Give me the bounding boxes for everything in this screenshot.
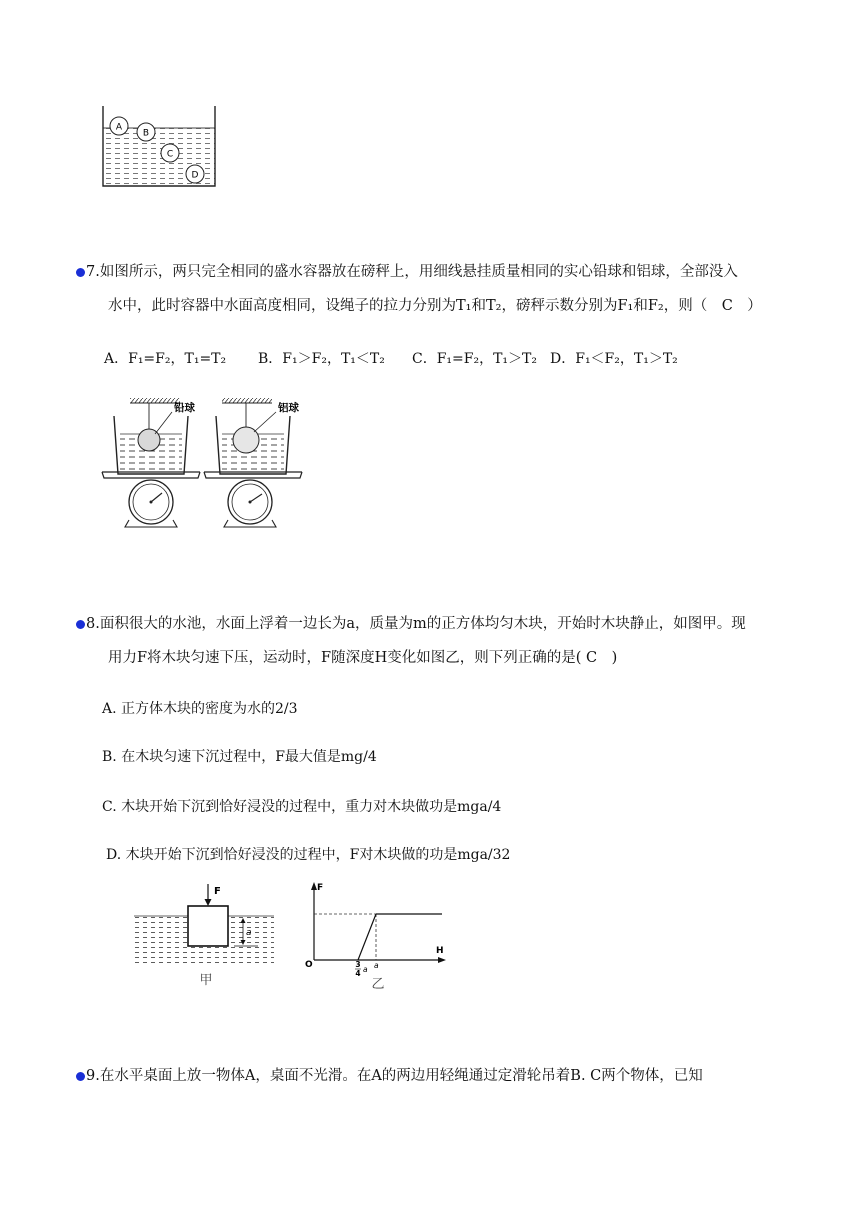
- question-7-line-1: 7.如图所示，两只完全相同的盛水容器放在磅秤上，用细线悬挂质量相同的实心铅球和铝球，全部没入: [86, 264, 738, 280]
- question-7-option-b: B．F₁＞F₂，T₁＜T₂: [258, 351, 385, 367]
- question-7-number: 7.: [86, 264, 100, 280]
- question-8-option-b: B. 在木块匀速下沉过程中，F最大值是mg/4: [102, 749, 377, 765]
- svg-text:A: A: [115, 122, 123, 133]
- svg-text:O: O: [305, 960, 313, 970]
- question-7-option-d: D．F₁＜F₂，T₁＞T₂: [550, 351, 678, 367]
- svg-text:D: D: [191, 170, 199, 181]
- question-8-option-a: A. 正方体木块的密度为水的2/3: [102, 701, 298, 717]
- svg-text:F: F: [214, 886, 221, 897]
- ball-b: [137, 123, 155, 141]
- ball-c: [161, 144, 179, 162]
- figure-containers-on-scales: [98, 394, 324, 530]
- svg-text:4: 4: [355, 969, 361, 978]
- svg-text:a: a: [374, 961, 379, 970]
- svg-text:B: B: [142, 128, 150, 139]
- svg-text:a: a: [363, 965, 368, 974]
- question-9-number: 9.: [86, 1068, 100, 1084]
- ball-a: [110, 117, 128, 135]
- svg-text:C: C: [166, 149, 174, 160]
- question-9-line-1: 9.在水平桌面上放一物体A，桌面不光滑。在A的两边用轻绳通过定滑轮吊着B. C两个物体，已知: [86, 1068, 703, 1084]
- question-8-bullet: [76, 620, 85, 629]
- right-scale-assembly: [204, 398, 302, 527]
- question-7-line-2: 水中，此时容器中水面高度相同，设绳子的拉力分别为T₁和T₂，磅秤示数分别为F₁和F₂，则（ C ）: [108, 298, 762, 314]
- question-8-line-1: 8.面积很大的水池，水面上浮着一边长为a，质量为m的正方体均匀木块，开始时木块静止，如图甲。现: [86, 616, 746, 632]
- question-7-option-c: C．F₁=F₂，T₁＞T₂: [412, 351, 537, 367]
- question-8-option-c: C. 木块开始下沉到恰好浸没的过程中，重力对木块做功是mga/4: [102, 799, 502, 815]
- svg-text:F: F: [317, 883, 324, 893]
- question-7-bullet: [76, 268, 85, 277]
- ball-d: [186, 165, 204, 183]
- question-9-bullet: [76, 1072, 85, 1081]
- svg-text:乙: 乙: [371, 977, 385, 990]
- question-8-number: 8.: [86, 616, 100, 632]
- question-8-line-2: 用力F将木块匀速下压，运动时，F随深度H变化如图乙，则下列正确的是( C ): [108, 650, 618, 666]
- svg-text:甲: 甲: [199, 973, 213, 988]
- question-7-option-a: A．F₁=F₂，T₁=T₂: [104, 351, 227, 367]
- svg-text:H: H: [436, 946, 444, 956]
- question-8-option-d: D. 木块开始下沉到恰好浸没的过程中，F对木块做的功是mga/32: [106, 847, 511, 863]
- figure-balls-in-liquid: [96, 106, 226, 190]
- svg-text:铝球: 铝球: [278, 402, 299, 414]
- svg-text:铅球: 铅球: [174, 402, 195, 414]
- svg-text:3: 3: [355, 960, 361, 969]
- left-scale-assembly: [102, 398, 200, 527]
- svg-text:a: a: [246, 928, 252, 938]
- figure-force-depth-graph: [302, 880, 452, 990]
- figure-block-in-water: [134, 880, 284, 988]
